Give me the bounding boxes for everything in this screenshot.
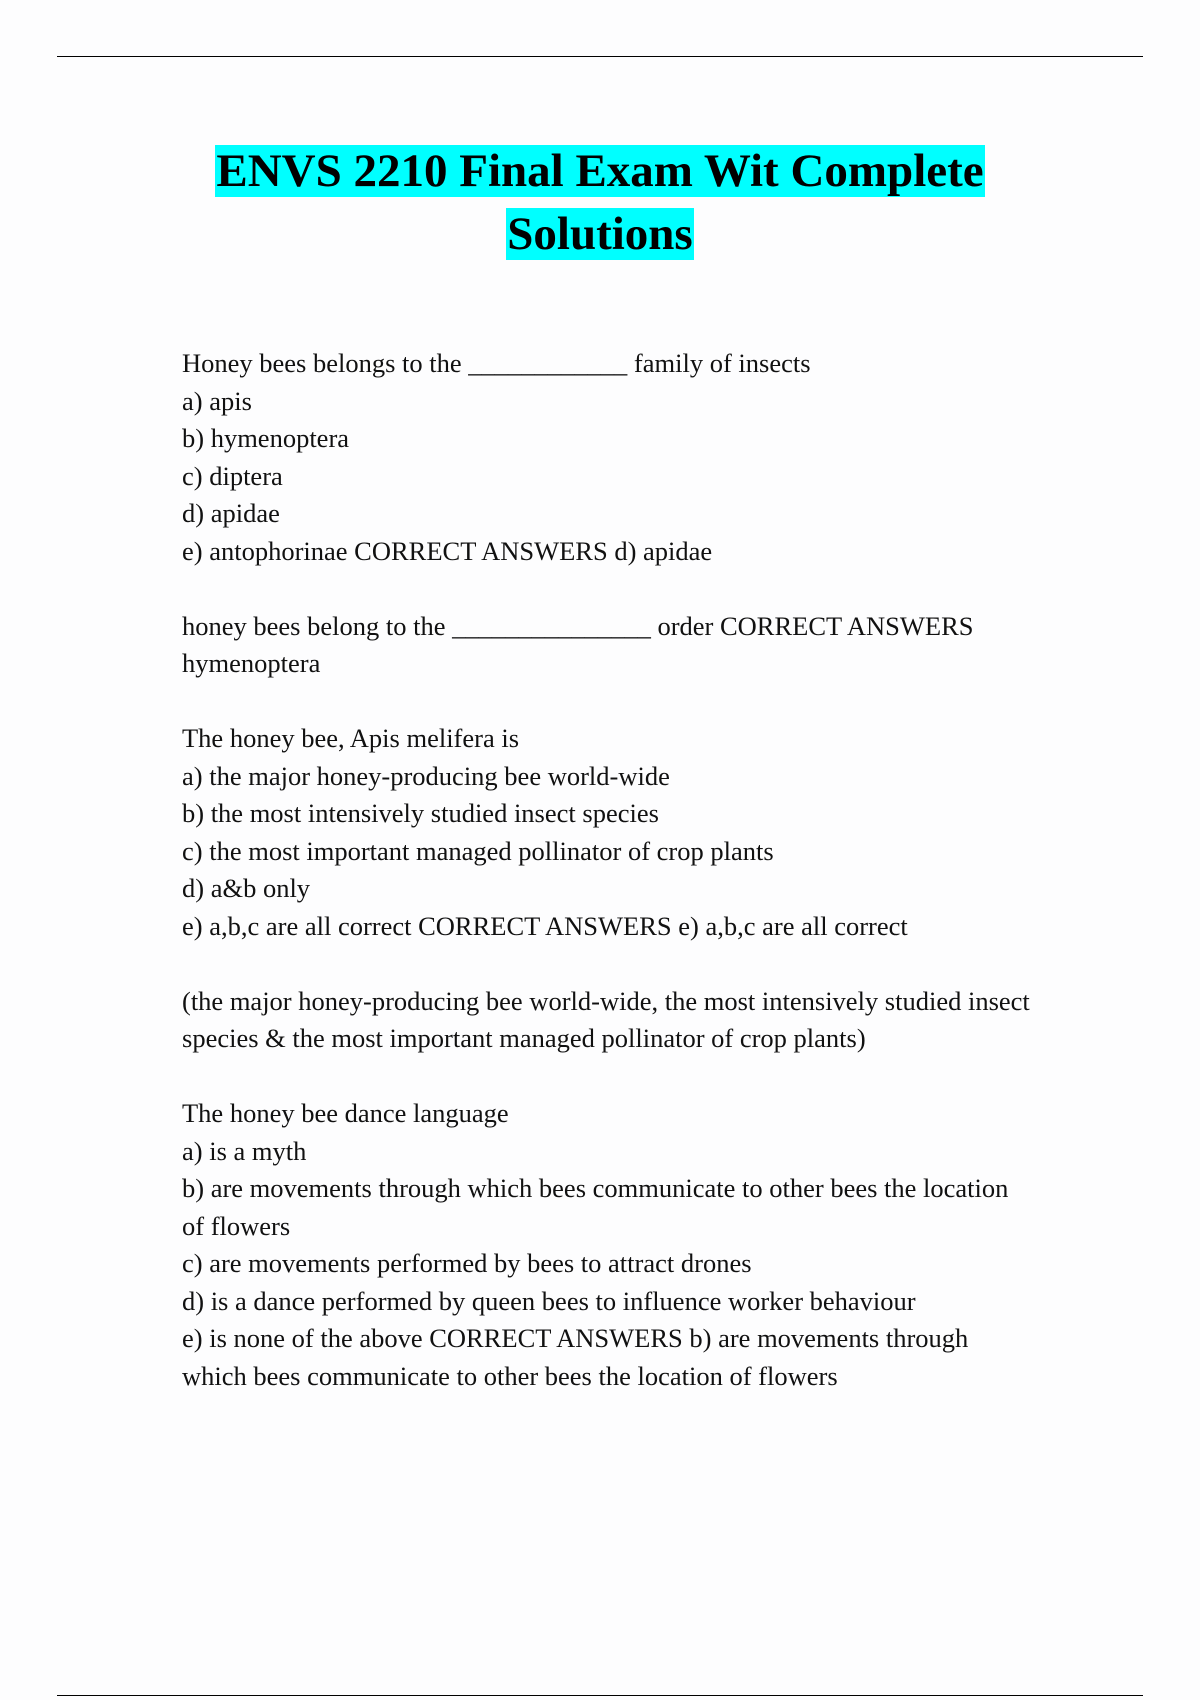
footer-rule <box>57 1695 1143 1696</box>
answer-option: d) apidae <box>182 498 280 528</box>
question-block <box>182 720 1102 945</box>
answer-option: c) the most important managed pollinator of crop plants <box>182 835 774 866</box>
page-title <box>150 140 1050 266</box>
question-block <box>182 608 1102 683</box>
question-block <box>182 1095 1102 1395</box>
answer-option: a) is a myth <box>182 1135 307 1166</box>
explanation-block <box>182 983 1102 1058</box>
answer-option: b) are movements through which bees communicate to other bees the location <box>182 1173 1009 1203</box>
answer-option: c) diptera <box>182 460 283 491</box>
question-text: honey bees belong to the _______________ order CORRECT ANSWERS <box>182 610 974 641</box>
answer-option: d) is a dance performed by queen bees to influence worker behaviour <box>182 1285 916 1316</box>
question-block <box>182 345 1102 570</box>
answer-option: a) the major honey-producing bee world-wide <box>182 760 670 791</box>
answer-option: a) apis <box>182 385 252 416</box>
question-text: Honey bees belongs to the ____________ family of insects <box>182 348 811 378</box>
answer-option: b) hymenoptera <box>182 423 350 453</box>
title-line-2: Solutions <box>507 208 693 260</box>
answer-option: c) are movements performed by bees to attract drones <box>182 1248 752 1278</box>
answer-option: e) antophorinae CORRECT ANSWERS d) apidae <box>182 535 713 566</box>
question-text: The honey bee, Apis melifera is <box>182 723 520 753</box>
answer-option: e) is none of the above CORRECT ANSWERS b) are movements through <box>182 1323 969 1353</box>
header-rule <box>57 56 1143 57</box>
question-text: The honey bee dance language <box>182 1098 509 1128</box>
explanation-text: species & the most important managed pollinator of crop plants) <box>182 1023 866 1053</box>
document-body <box>182 345 1102 1433</box>
question-text: hymenoptera <box>182 648 321 678</box>
answer-option: of flowers <box>182 1210 291 1241</box>
title-line-1: ENVS 2210 Final Exam Wit Complete <box>216 145 984 197</box>
answer-option: which bees communicate to other bees the location of flowers <box>182 1360 838 1391</box>
answer-option: d) a&b only <box>182 873 311 903</box>
explanation-text: (the major honey-producing bee world-wide, the most intensively studied insect <box>182 985 1030 1016</box>
answer-option: b) the most intensively studied insect species <box>182 798 659 828</box>
answer-option: e) a,b,c are all correct CORRECT ANSWERS e) a,b,c are all correct <box>182 910 908 941</box>
